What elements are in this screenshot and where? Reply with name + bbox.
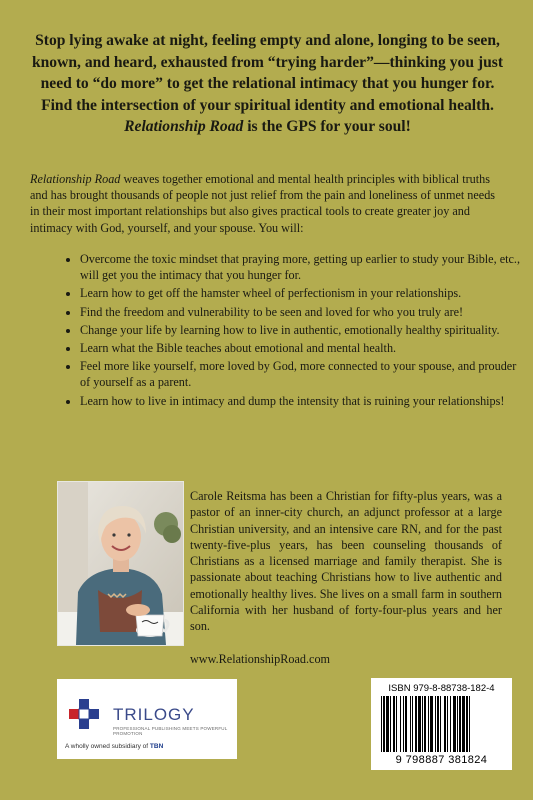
author-bio: Carole Reitsma has been a Christian for fifty-plus years, was a pastor of an inner-city church, an adjunct professor at a large Christian university, and an intensive care RN, and for the past twenty-five-plus years, has been counseling thousands of Christians as a licensed marriage and family therapist. She is passionate about teaching Christians how to live authentic and emotionally healthy lives. She lives on a small farm in southern California with her husband of forty-four-plus years and her son. [190, 489, 502, 634]
headline-text-2: is the GPS for your soul! [243, 118, 411, 135]
benefit-item: • Learn what the Bible teaches about emotional and mental health. [80, 340, 520, 356]
barcode-bar [447, 696, 448, 752]
barcode-bar [437, 696, 439, 752]
benefits-list [62, 251, 520, 411]
barcode-bar [405, 696, 407, 752]
barcode-bar [393, 696, 395, 752]
barcode-bar [418, 696, 421, 752]
isbn-barcode [371, 678, 512, 770]
benefit-item: • Change your life by learning how to live in authentic, emotionally healthy spirituality. [80, 322, 520, 338]
barcode-bar [457, 696, 458, 752]
barcode-bar [435, 696, 436, 752]
barcode-bar [459, 696, 461, 752]
barcode-bar [430, 696, 433, 752]
subsidiary-text: A wholly owned subsidiary of [65, 743, 149, 750]
barcode-bar [466, 696, 468, 752]
barcode-bar [381, 696, 382, 752]
barcode-bar [396, 696, 397, 752]
benefit-item: • Find the freedom and vulnerability to be seen and loved for who you truly are! [80, 304, 520, 320]
barcode-bar [424, 696, 426, 752]
barcode-bar [450, 696, 451, 752]
barcode-bar [462, 696, 465, 752]
barcode-bar [410, 696, 411, 752]
trilogy-logo-icon [69, 695, 109, 739]
barcode-bar [453, 696, 456, 752]
author-photo [57, 481, 184, 646]
barcode-icon [375, 696, 508, 754]
publisher-subsidiary [65, 743, 163, 750]
publisher-tagline: PROFESSIONAL PUBLISHING MEETS POWERFUL PROMOTION [113, 726, 228, 736]
barcode-bar [440, 696, 441, 752]
publisher-logo [57, 679, 237, 759]
barcode-bar [412, 696, 413, 752]
intro-book-title: Relationship Road [30, 172, 121, 186]
headline [30, 30, 505, 138]
isbn-label: ISBN 979-8-88738-182-4 [388, 683, 495, 694]
intro-text: weaves together emotional and mental health principles with biblical truths and has brought thousands of people not just relief from the pain and loneliness of unmet needs in their most important relationships but also gives practical tools to create greater joy and intimacy with God, yourself, and your spouse. You will: [30, 172, 496, 235]
publisher-name: TRILOGY [113, 705, 195, 724]
barcode-bar [390, 696, 391, 752]
parent-company: TBN [149, 743, 164, 750]
benefit-item: • Learn how to get off the hamster wheel of perfectionism in your relationships. [80, 285, 520, 301]
website-url: www.RelationshipRoad.com [190, 652, 331, 666]
headline-text-1: Stop lying awake at night, feeling empty and alone, longing to be seen, known, and heard, exhausted from “trying harder”—thinking you just need to “do more” to get the relational intimacy that you hunger for. Find the intersection of your spiritual identity and emotional health. [31, 32, 504, 114]
barcode-bar [415, 696, 417, 752]
barcode-digits: 9 798887 381824 [395, 754, 488, 766]
barcode-bar [383, 696, 385, 752]
barcode-bar [403, 696, 404, 752]
intro-paragraph [30, 171, 505, 236]
barcode-bar [386, 696, 389, 752]
barcode-bar [444, 696, 446, 752]
headline-book-title: Relationship Road [124, 118, 244, 135]
barcode-bar [428, 696, 429, 752]
benefit-item: • Overcome the toxic mindset that praying more, getting up earlier to study your Bible, etc., will get you the intimacy that you hunger for. [80, 251, 520, 283]
barcode-bar [469, 696, 470, 752]
barcode-bar [400, 696, 401, 752]
barcode-bar [422, 696, 423, 752]
benefit-item: • Feel more like yourself, more loved by God, more connected to your spouse, and prouder of yourself as a parent. [80, 358, 520, 390]
benefit-item: • Learn how to live in intimacy and dump the intensity that is ruining your relationships! [80, 393, 520, 409]
